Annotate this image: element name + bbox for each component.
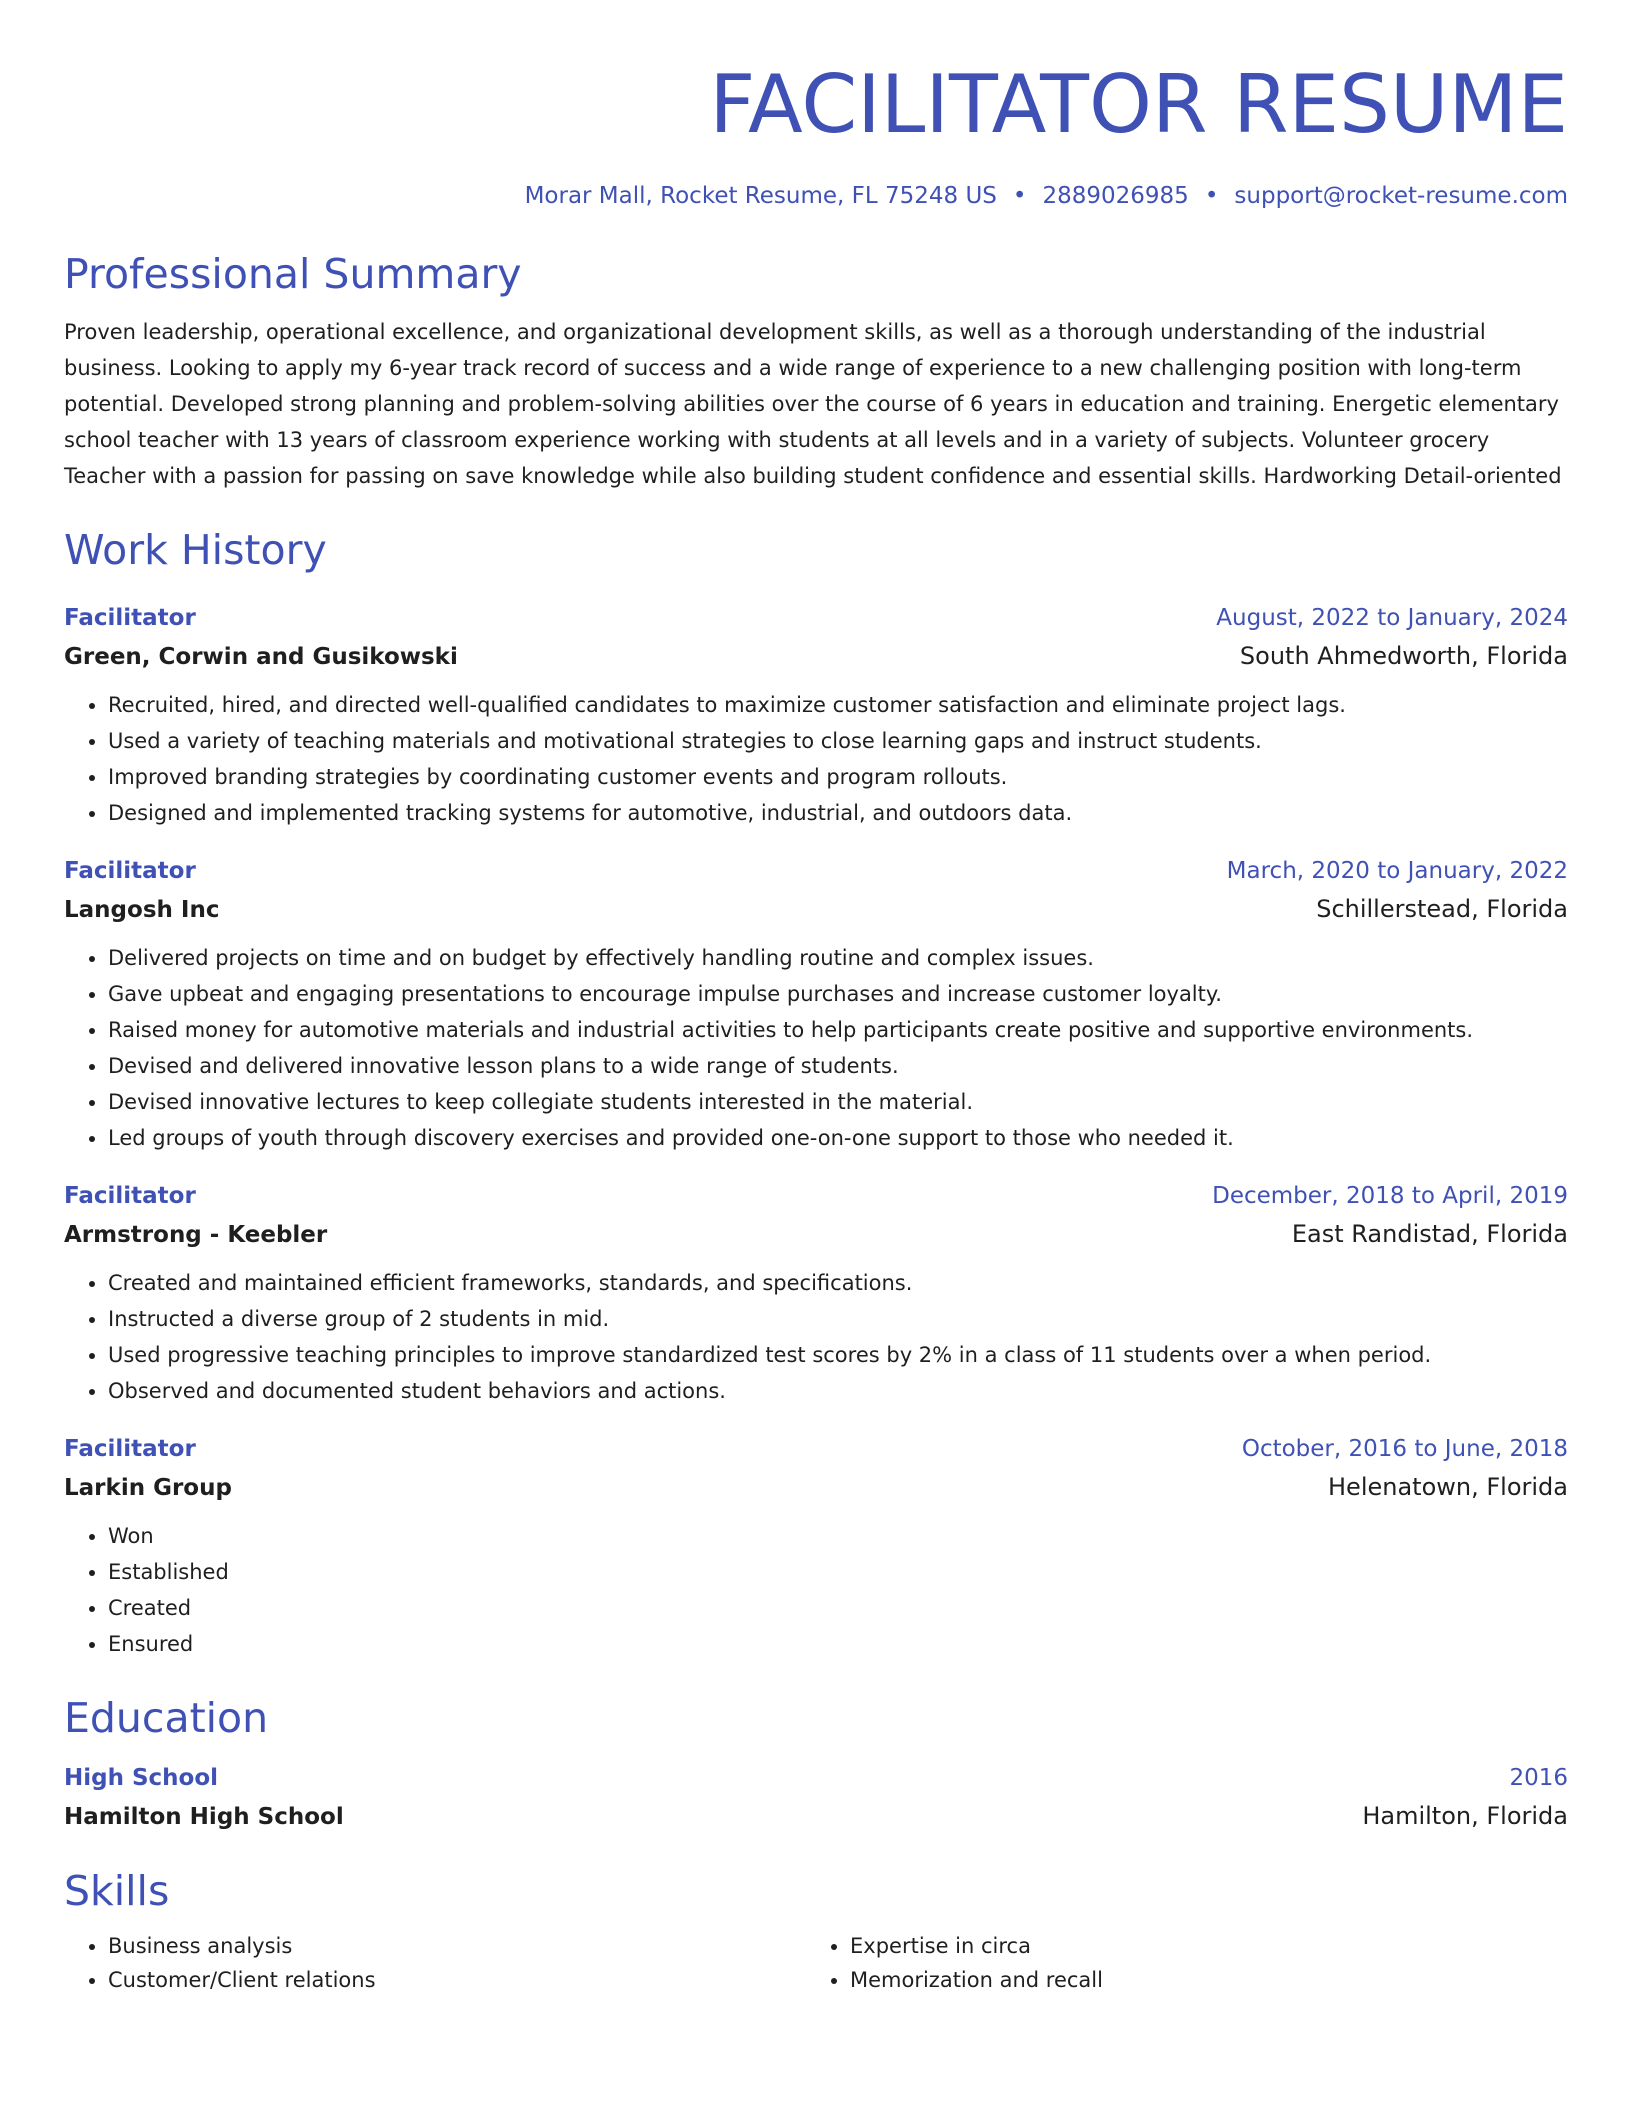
job-company: Langosh Inc	[64, 897, 220, 923]
list-item: • Used a variety of teaching materials and motivational strategies to close learning gaps and instruct students.	[108, 723, 1568, 759]
phone: 2889026985	[1042, 183, 1189, 209]
job-location: Schillerstead, Florida	[1316, 895, 1568, 923]
section-title-skills: Skills	[64, 1867, 170, 1915]
job-bullets	[64, 1518, 1568, 1662]
job-role: Facilitator	[64, 1183, 196, 1209]
education-entry	[64, 1760, 1568, 1837]
skills-list	[64, 1929, 1568, 1997]
resume-page	[64, 0, 1568, 1997]
list-item: • Delivered projects on time and on budget by effectively handling routine and complex issues.	[108, 940, 1568, 976]
job-company: Armstrong - Keebler	[64, 1222, 328, 1248]
job-dates: October, 2016 to June, 2018	[1241, 1436, 1568, 1462]
contact-line	[64, 180, 1568, 212]
education-degree: High School	[64, 1765, 219, 1791]
job-bullets	[64, 940, 1568, 1156]
skill-item: • Memorization and recall	[850, 1963, 1548, 1997]
list-item: • Won	[108, 1518, 1568, 1554]
list-item: • Instructed a diverse group of 2 students in mid.	[108, 1301, 1568, 1337]
list-item: • Devised and delivered innovative lesson plans to a wide range of students.	[108, 1048, 1568, 1084]
contact-separator: •	[1012, 183, 1027, 209]
job-location: South Ahmedworth, Florida	[1239, 642, 1568, 670]
skill-item: • Customer/Client relations	[108, 1963, 806, 1997]
list-item: • Ensured	[108, 1626, 1568, 1662]
job-location: Helenatown, Florida	[1328, 1473, 1568, 1501]
list-item: • Gave upbeat and engaging presentations to encourage impulse purchases and increase customer loyalty.	[108, 976, 1568, 1012]
section-title-education: Education	[64, 1694, 269, 1742]
section-title-work-history: Work History	[64, 526, 327, 574]
list-item: • Designed and implemented tracking systems for automotive, industrial, and outdoors data.	[108, 795, 1568, 831]
resume-title: FACILITATOR RESUME	[709, 58, 1568, 151]
job-role: Facilitator	[64, 858, 196, 884]
job-dates: March, 2020 to January, 2022	[1226, 858, 1568, 884]
list-item: • Established	[108, 1554, 1568, 1590]
list-item: • Raised money for automotive materials and industrial activities to help participants create positive and supportive environments.	[108, 1012, 1568, 1048]
job-bullets	[64, 1265, 1568, 1409]
job-entry	[64, 1178, 1568, 1409]
job-role: Facilitator	[64, 605, 196, 631]
education-location: Hamilton, Florida	[1362, 1802, 1568, 1830]
job-entry	[64, 600, 1568, 831]
job-dates: December, 2018 to April, 2019	[1212, 1183, 1568, 1209]
list-item: • Created	[108, 1590, 1568, 1626]
job-location: East Randistad, Florida	[1291, 1220, 1568, 1248]
list-item: • Recruited, hired, and directed well-qualified candidates to maximize customer satisfaction and eliminate project lags.	[108, 687, 1568, 723]
education-year: 2016	[1509, 1765, 1568, 1791]
section-title-summary: Professional Summary	[64, 250, 522, 298]
job-bullets	[64, 687, 1568, 831]
list-item: • Observed and documented student behaviors and actions.	[108, 1373, 1568, 1409]
address: Morar Mall, Rocket Resume, FL 75248 US	[524, 183, 997, 209]
contact-separator: •	[1204, 183, 1219, 209]
email-link[interactable]: support@rocket-resume.com	[1234, 183, 1568, 209]
skills-column-left	[64, 1929, 806, 1997]
list-item: • Improved branding strategies by coordinating customer events and program rollouts.	[108, 759, 1568, 795]
list-item: • Led groups of youth through discovery exercises and provided one-on-one support to those who needed it.	[108, 1120, 1568, 1156]
education-school: Hamilton High School	[64, 1804, 344, 1830]
job-company: Larkin Group	[64, 1475, 232, 1501]
job-company: Green, Corwin and Gusikowski	[64, 644, 458, 670]
skill-item: • Business analysis	[108, 1929, 806, 1963]
list-item: • Devised innovative lectures to keep collegiate students interested in the material.	[108, 1084, 1568, 1120]
summary-text: Proven leadership, operational excellence, and organizational development skills, as well as a thorough understanding of the industrial business. Looking to apply my 6-year track record of success and a wide range of experience to a new challenging position with long-term potential. Developed strong planning and problem-solving abilities over the course of 6 years in education and training. Energetic elementary school teacher with 13 years of classroom experience working with students at all levels and in a variety of subjects. Volunteer grocery Teacher with a passion for passing on save knowledge while also building student confidence and essential skills. Hardworking Detail-oriented	[64, 320, 1562, 488]
skills-column-right	[806, 1929, 1548, 1997]
list-item: • Used progressive teaching principles to improve standardized test scores by 2% in a class of 11 students over a when period.	[108, 1337, 1568, 1373]
job-role: Facilitator	[64, 1436, 196, 1462]
job-dates: August, 2022 to January, 2024	[1216, 605, 1568, 631]
job-entry	[64, 1431, 1568, 1662]
job-entry	[64, 853, 1568, 1156]
skill-item: • Expertise in circa	[850, 1929, 1548, 1963]
list-item: • Created and maintained efficient frameworks, standards, and specifications.	[108, 1265, 1568, 1301]
